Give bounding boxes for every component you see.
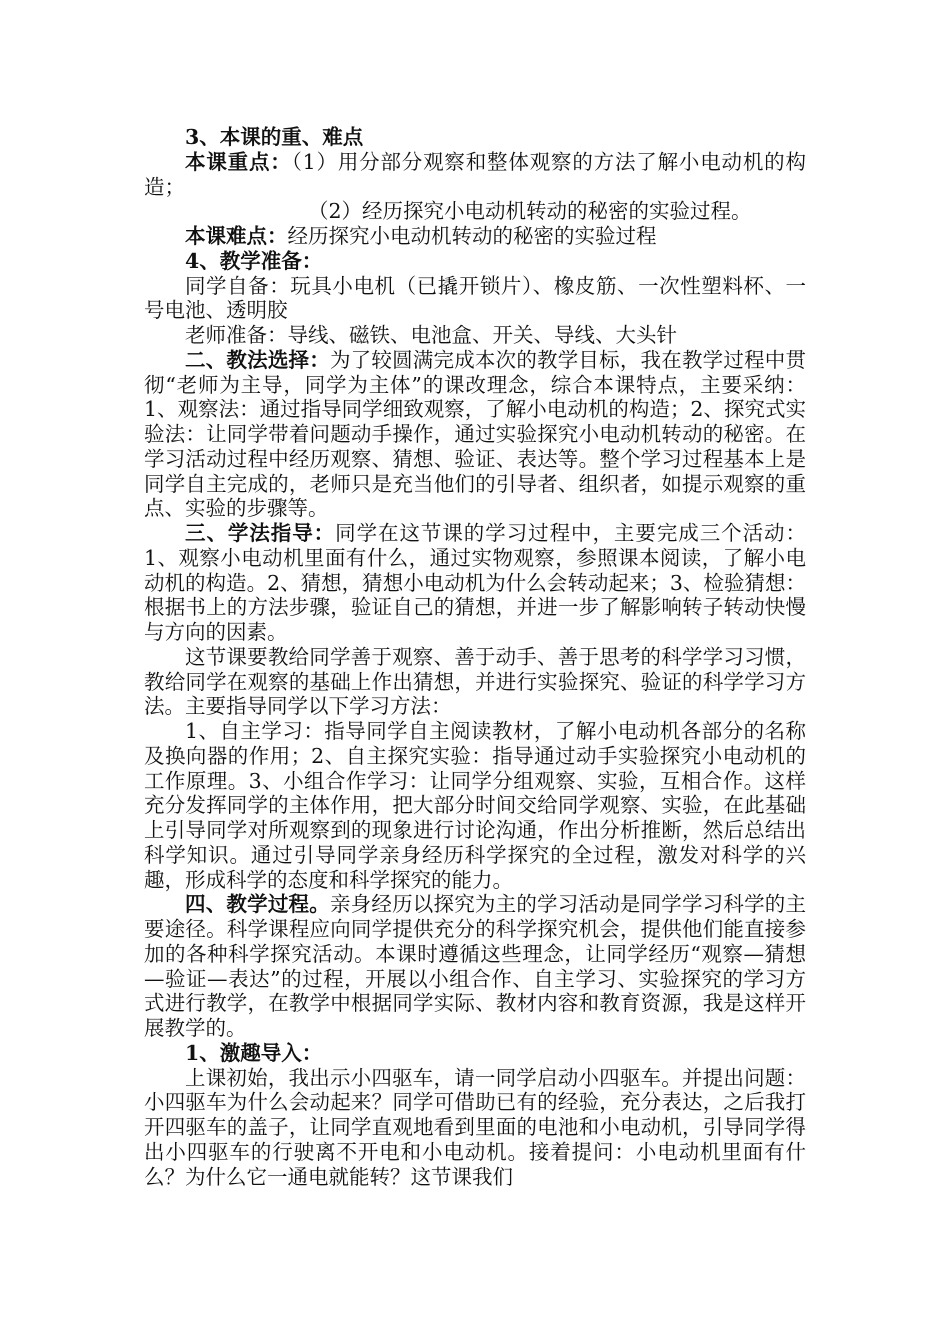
study-paragraph — [144, 521, 806, 645]
method-paragraph — [144, 348, 806, 521]
student-prep: 同学自备：玩具小电机（已撬开锁片）、橡皮筋、一次性塑料杯、一号电池、透明胶 — [144, 273, 806, 323]
key-point-paragraph — [144, 150, 806, 200]
difficulty-text: 经历探究小电动机转动的秘密的实验过程 — [287, 224, 657, 248]
section3-heading: 3、本课的重、难点 — [185, 125, 364, 149]
document-page — [144, 125, 806, 1189]
process-paragraph — [144, 892, 806, 1041]
key-point-label: 本课重点： — [185, 149, 292, 174]
key-point-1: （1）用分部分观察和整体观察的方法了解小电动机的构造； — [144, 149, 807, 199]
teacher-prep: 老师准备：导线、磁铁、电池盒、开关、导线、大头针 — [185, 323, 677, 347]
section4-heading: 4、教学准备： — [185, 248, 323, 273]
process-text: 亲身经历以探究为主的学习活动是同学学习科学的主要途径。科学课程应向同学提供充分的科学探究机会，提供他们能直接参加的各种科学探究活动。本课时遵循这些理念，让同学经历“观察—猜想—验证—表达”的过程，开展以小组合作、自主学习、实验探究的学习方式进行教学，在教学中根据同学实际、教材内容和教育资源，我是这样开展教学的。 — [144, 892, 807, 1040]
habit-paragraph: 这节课要教给同学善于观察、善于动手、善于思考的科学学习习惯，教给同学在观察的基础上作出猜想，并进行实验探究、验证的科学学习方法。主要指导同学以下学习方法： — [144, 644, 806, 719]
study-text: 同学在这节课的学习过程中，主要完成三个活动：1、观察小电动机里面有什么，通过实物观察，参照课本阅读，了解小电动机的构造。2、猜想，猜想小电动机为什么会转动起来；3、检验猜想：根据书上的方法步骤，验证自己的猜想，并进一步了解影响转子转动快慢与方向的因素。 — [144, 521, 806, 644]
study-heading: 三、学法指导： — [185, 521, 336, 545]
difficulty-paragraph — [144, 224, 806, 249]
key-point-2: （2）经历探究小电动机转动的秘密的实验过程。 — [308, 199, 752, 224]
method-heading: 二、教法选择： — [185, 347, 330, 372]
process-heading: 四、教学过程。 — [185, 892, 330, 917]
intro-heading: 1、激趣导入： — [185, 1040, 323, 1065]
intro-paragraph: 上课初始，我出示小四驱车，请一同学启动小四驱车。并提出问题：小四驱车为什么会动起来？同学可借助已有的经验，充分表达，之后我打开四驱车的盖子，让同学直观地看到里面的电池和小电动机，引导同学得出小四驱车的行驶离不开电和小电动机。接着提问：小电动机里面有什么？为什么它一通电就能转？这节课我们 — [144, 1065, 806, 1189]
difficulty-label: 本课难点： — [185, 224, 288, 248]
methods-paragraph: 1、自主学习：指导同学自主阅读教材，了解小电动机各部分的名称及换向器的作用；2、自主探究实验：指导通过动手实验探究小电动机的工作原理。3、小组合作学习：让同学分组观察、实验，互相合作。这样充分发挥同学的主体作用，把大部分时间交给同学观察、实验，在此基础上引导同学对所观察到的现象进行讨论沟通，作出分析推断，然后总结出科学知识。通过引导同学亲身经历科学探究的全过程，激发对科学的兴趣，形成科学的态度和科学探究的能力。 — [144, 719, 806, 892]
method-text: 为了较圆满完成本次的教学目标，我在教学过程中贯彻“老师为主导，同学为主体”的课改理念，综合本课特点，主要采纳：1、观察法：通过指导同学细致观察，了解小电动机的构造；2、探究式实验法：让同学带着问题动手操作，通过实验探究小电动机转动的秘密。在学习活动过程中经历观察、猜想、验证、表达等。整个学习过程基本上是同学自主完成的，老师只是充当他们的引导者、组织者，如提示观察的重点、实验的步骤等。 — [144, 347, 807, 521]
